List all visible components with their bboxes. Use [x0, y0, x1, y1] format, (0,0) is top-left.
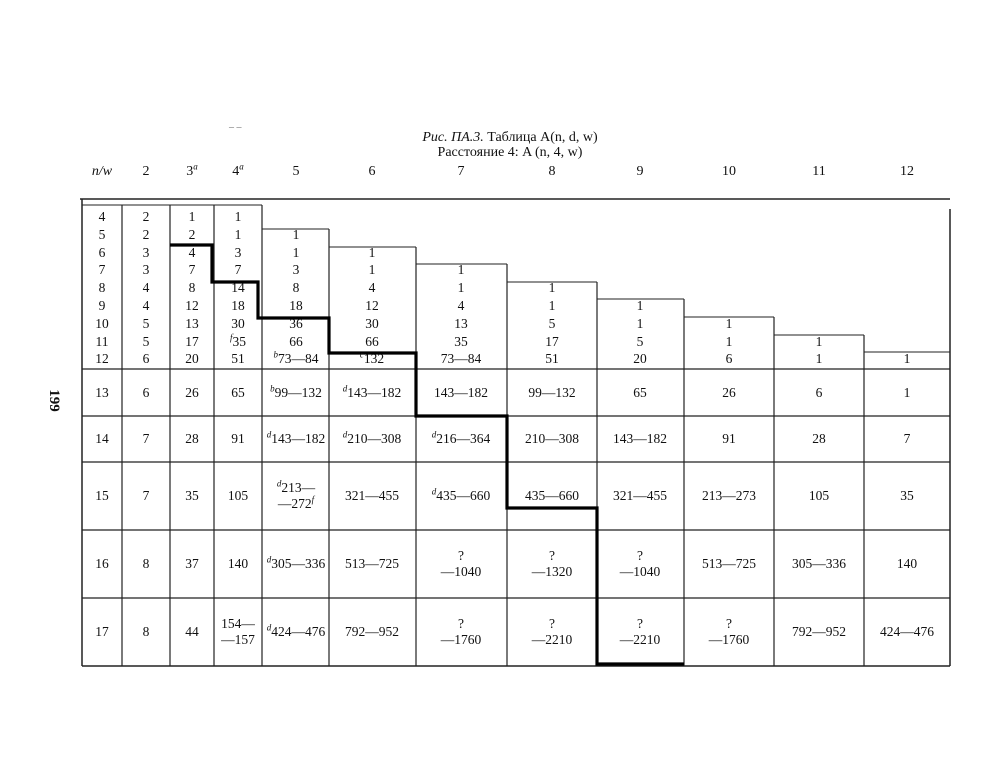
column-header-11: 11	[812, 164, 826, 179]
table-cell: 513—725	[702, 556, 756, 571]
table-cell: 14	[231, 280, 245, 296]
table-cell: ? —1760	[440, 616, 482, 647]
table-cell: 792—952	[345, 624, 399, 639]
table-cell: $^d$213— —272$^f$	[276, 478, 316, 511]
table-cell: 35	[900, 488, 914, 503]
table-cell: 5	[548, 315, 556, 331]
table-cell: $^d$210—308	[342, 429, 402, 446]
table-cell: 105	[808, 488, 830, 503]
table-cell: $^d$435—660	[431, 486, 491, 503]
table-cell: 8	[142, 624, 150, 639]
table-cell: 305—336	[792, 556, 846, 571]
table-cell: $^d$143—182	[266, 429, 326, 446]
table-cell: 17	[95, 624, 109, 639]
table-cell: 10	[95, 315, 109, 331]
table-cell: 4	[142, 297, 150, 313]
table-cell: $^c$132	[359, 349, 385, 367]
table-cell: ? —1040	[440, 548, 482, 579]
figure-subtitle: Расстояние 4: A (n, 4, w)	[437, 145, 583, 160]
table-cell: 66	[365, 333, 379, 349]
table-cell: 51	[231, 351, 245, 367]
table-cell: 1	[725, 333, 733, 349]
table-cell: 17	[545, 333, 559, 349]
table-cell: 4	[98, 208, 106, 224]
table-cell: 1	[234, 208, 242, 224]
table-cell: 1	[903, 384, 911, 400]
table-cell: ? —2210	[619, 616, 661, 647]
table-cell: 91	[231, 431, 245, 446]
table-cell: 35	[454, 333, 468, 349]
table-cell: 3	[292, 262, 300, 278]
column-header-5: 5	[292, 164, 300, 179]
column-header-nw: n/w	[91, 164, 113, 179]
table-cell: $^b$99—132	[270, 383, 322, 400]
table-cell: 7	[234, 262, 242, 278]
table-cell: 6	[142, 384, 150, 400]
table-cell: 15	[95, 488, 109, 503]
column-header-9: 9	[636, 164, 644, 179]
table-cell: 7	[142, 488, 150, 503]
table-cell: 16	[95, 556, 109, 571]
table-cell: 65	[633, 384, 647, 400]
table-cell: 12	[185, 297, 199, 313]
table-cell: 1	[815, 351, 823, 367]
table-cell: 1	[368, 244, 376, 260]
stray-mark: – –	[229, 122, 242, 133]
table-cell: 26	[722, 384, 736, 400]
table-cell: 7	[903, 431, 911, 446]
table-cell: 6	[142, 351, 150, 367]
table-cell: 18	[289, 297, 303, 313]
table-cell: 1	[292, 244, 300, 260]
page-number: 199	[45, 389, 62, 412]
column-header-2: 2	[142, 164, 150, 179]
table-cell: 1	[457, 262, 465, 278]
table-cell: 5	[636, 333, 644, 349]
column-header-4: 4$^a$	[232, 161, 244, 179]
table-cell: 7	[98, 262, 106, 278]
table-cell: 7	[188, 262, 196, 278]
table-cell: 11	[95, 333, 109, 349]
column-header-10: 10	[722, 164, 736, 179]
table-cell: 213—273	[702, 488, 756, 503]
table-cell: 2	[142, 226, 150, 242]
table-cell: 13	[454, 315, 468, 331]
table-cell: 2	[142, 208, 150, 224]
table-cell: 435—660	[525, 488, 579, 503]
table-cell: $^d$216—364	[431, 429, 491, 446]
table-cell: 4	[368, 280, 376, 296]
table-cell: 5	[98, 226, 106, 242]
table-cell: 30	[231, 315, 245, 331]
table-cell: 2	[188, 226, 196, 242]
table-cell: 154— —157	[221, 616, 255, 647]
table-cell: ? —1040	[619, 548, 661, 579]
table-cell: 105	[227, 488, 249, 503]
table-cell: 1	[815, 333, 823, 349]
table-cell: 424—476	[880, 624, 934, 639]
table-cell: 18	[231, 297, 245, 313]
table-cell: 20	[185, 351, 199, 367]
table-cell: 28	[185, 431, 199, 446]
table-cell: 66	[289, 333, 303, 349]
column-header-12: 12	[900, 164, 914, 179]
table-cell: 51	[545, 351, 559, 367]
table-cell: 140	[896, 556, 918, 571]
table-cell: 12	[365, 297, 379, 313]
table-cell: 4	[142, 280, 150, 296]
table-cell: 12	[95, 351, 109, 367]
table-cell: 792—952	[792, 624, 846, 639]
table-cell: 513—725	[345, 556, 399, 571]
table-cell: ? —1320	[531, 548, 573, 579]
table-cell: 44	[185, 624, 199, 639]
table-cell: 28	[812, 431, 826, 446]
table-cell: $^b$73—84	[273, 349, 319, 367]
figure-label: Рис. ПА.3.	[422, 130, 484, 145]
column-header-6: 6	[368, 164, 376, 179]
table-cell: $^d$305—336	[266, 554, 326, 571]
table-cell: 4	[188, 244, 196, 260]
table-cell: 99—132	[528, 384, 576, 400]
column-header-8: 8	[548, 164, 556, 179]
table-cell: 140	[227, 556, 249, 571]
table-cell: 5	[142, 315, 150, 331]
table-cell: 321—455	[345, 488, 399, 503]
table-cell: 13	[95, 384, 109, 400]
table-cell: 14	[95, 431, 109, 446]
column-header-3: 3$^a$	[186, 161, 198, 179]
table-cell: 1	[636, 297, 644, 313]
table-cell: 9	[98, 297, 106, 313]
table-cell: 1	[234, 226, 242, 242]
table-cell: 6	[815, 384, 823, 400]
table-cell: 3	[142, 262, 150, 278]
table-cell: ? —2210	[531, 616, 573, 647]
table-cell: 3	[234, 244, 242, 260]
table-cell: 1	[636, 315, 644, 331]
table-cell: 7	[142, 431, 150, 446]
table-cell: 1	[903, 351, 911, 367]
table-cell: 143—182	[613, 431, 667, 446]
table-cell: 26	[185, 384, 199, 400]
table-cell: 8	[98, 280, 106, 296]
table-cell: 3	[142, 244, 150, 260]
table-cell: 5	[142, 333, 150, 349]
table-cell: 1	[548, 297, 556, 313]
figure-title: Таблица A(n, d, w)	[483, 130, 598, 145]
table-cell: 1	[368, 262, 376, 278]
table-cell: $^d$424—476	[266, 622, 326, 639]
table-cell: 36	[289, 315, 303, 331]
column-header-7: 7	[457, 164, 465, 179]
table-cell: 1	[457, 280, 465, 296]
table-cell: 8	[292, 280, 300, 296]
table-cell: $^f$35	[229, 332, 246, 349]
table-cell: 35	[185, 488, 199, 503]
table-cell: 20	[633, 351, 647, 367]
table-cell: 8	[188, 280, 196, 296]
table-cell: 91	[722, 431, 736, 446]
table-cell: 210—308	[525, 431, 579, 446]
table-cell: 6	[98, 244, 106, 260]
table-cell: 321—455	[613, 488, 667, 503]
table-cell: 73—84	[440, 351, 482, 367]
table-cell: ? —1760	[708, 616, 750, 647]
table-cell: 1	[188, 208, 196, 224]
table-cell: 30	[365, 315, 379, 331]
table-cell: 6	[725, 351, 733, 367]
table-cell: 143—182	[434, 384, 488, 400]
table-cell: 1	[292, 226, 300, 242]
table-cell: $^d$143—182	[342, 383, 402, 400]
table-cell: 1	[725, 315, 733, 331]
table-cell: 17	[185, 333, 199, 349]
table-cell: 8	[142, 556, 150, 571]
table-cell: 37	[185, 556, 199, 571]
table-cell: 4	[457, 297, 465, 313]
table-cell: 13	[185, 315, 199, 331]
table-cell: 65	[231, 384, 245, 400]
table-cell: 1	[548, 280, 556, 296]
